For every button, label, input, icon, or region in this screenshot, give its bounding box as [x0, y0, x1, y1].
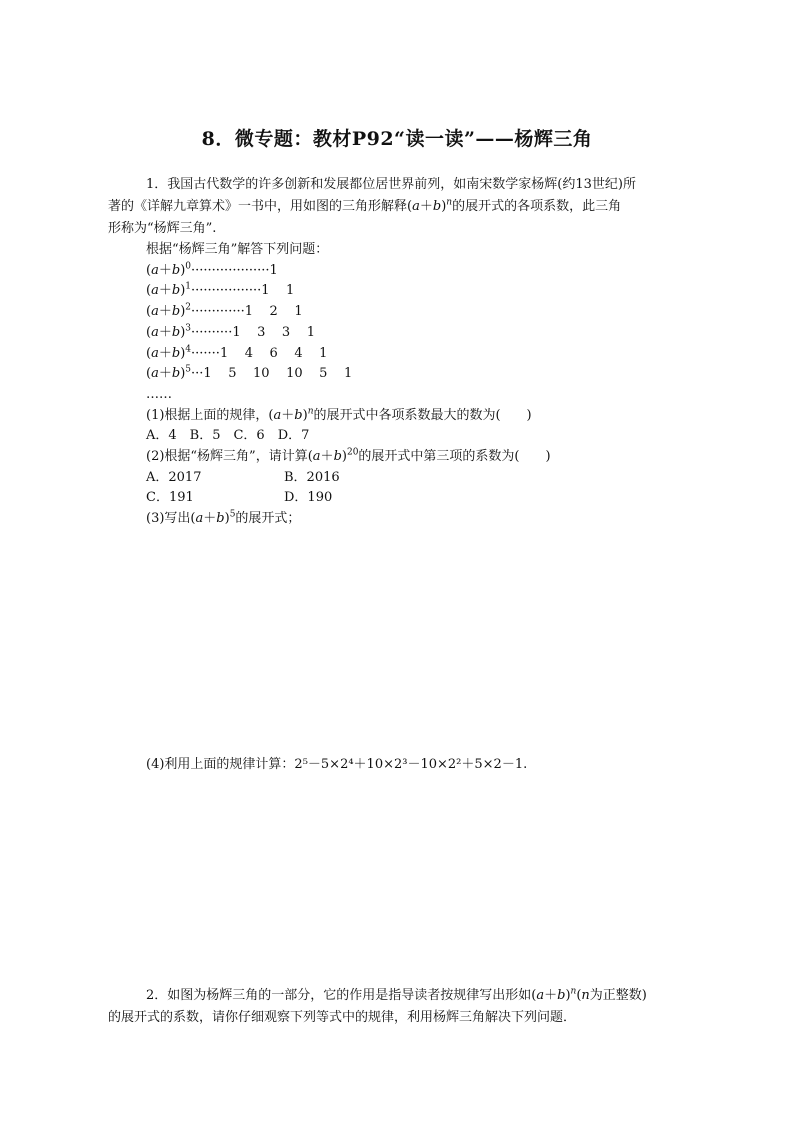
- q1-line-3: 形称为“杨辉三角”.: [108, 221, 217, 236]
- question-2-stem: [108, 985, 688, 1029]
- triangle-row-5: $(a+b)^5\cdot\cdot\cdot 1$ 5 10 10 5 1: [146, 364, 353, 382]
- triangle-row-1: $(a+b)^1\cdot\cdot\cdot\cdot\cdot\cdot\cdot\cdot\cdot\cdot\cdot\cdot\cdot\cdot\cdot\cdot\cdot 1$ 1: [146, 282, 295, 299]
- q2-line-1: 2．如图为杨辉三角的一部分，它的作用是指导读者按规律写出形如$(a+b)^n(n$为正整数): [146, 986, 647, 1003]
- choice-c: C．191: [146, 490, 194, 506]
- triangle-row-2: $(a+b)^2\cdot\cdot\cdot\cdot\cdot\cdot\cdot\cdot\cdot\cdot\cdot\cdot\cdot 1$ 2 1: [146, 302, 303, 320]
- triangle-row-0: $(a+b)^0\cdot\cdot\cdot\cdot\cdot\cdot\cdot\cdot\cdot\cdot\cdot\cdot\cdot\cdot\cdot\cdot\cdot\cdot\cdot 1$: [146, 261, 278, 278]
- triangle-row-4: $(a+b)^4\cdot\cdot\cdot\cdot\cdot\cdot\cdot 1$ 4 6 4 1: [146, 344, 328, 361]
- choice-d: D．190: [284, 490, 333, 506]
- sub-question-4: (4)利用上面的规律计算：2⁵－5×2⁴＋10×2³－10×2²＋5×2－1.: [146, 757, 528, 772]
- yanghui-triangle-block: [146, 240, 551, 530]
- q1-line-2: 著的《详解九章算术》一书中，用如图的三角形解释$(a+b)^n$的展开式的各项系数，此三角: [108, 197, 622, 214]
- question-1-stem: [108, 174, 688, 240]
- q2-line-2: 的展开式的系数，请你仔细观察下列等式中的规律，利用杨辉三角解决下列问题．: [108, 1010, 577, 1025]
- triangle-row-3: $(a+b)^3\cdot\cdot\cdot\cdot\cdot\cdot\cdot\cdot\cdot\cdot 1$ 3 3 1: [146, 323, 315, 340]
- q1-intro: 根据“杨辉三角”解答下列问题：: [146, 242, 329, 257]
- sub-question-2: (2)根据“杨辉三角”，请计算$(a+b)^{20}$的展开式中第三项的系数为( ): [146, 447, 551, 465]
- sub-question-3: (3)写出$(a+b)^5$的展开式；: [146, 509, 301, 527]
- ellipsis: ……: [146, 386, 172, 402]
- sub-question-2-choices-cd: [146, 488, 551, 509]
- choice-a: A．2017: [146, 469, 202, 485]
- sub-question-2-choices-ab: [146, 468, 551, 489]
- choice-b: B．2016: [284, 469, 340, 485]
- sub-question-1: (1)根据上面的规律，$(a+b)^n$的展开式中各项系数最大的数为( ): [146, 406, 532, 423]
- page-title: 8．微专题：教材P92“读一读”——杨辉三角: [201, 128, 593, 150]
- sub-question-1-choices: A．4 B．5 C．6 D．7: [146, 428, 310, 444]
- q1-line-1: 1．我国古代数学的许多创新和发展都位居世界前列，如南宋数学家杨辉(约13世纪)所: [146, 177, 636, 192]
- sub-question-4-expression: 2⁵－5×2⁴＋10×2³－10×2²＋5×2－1.: [294, 757, 528, 772]
